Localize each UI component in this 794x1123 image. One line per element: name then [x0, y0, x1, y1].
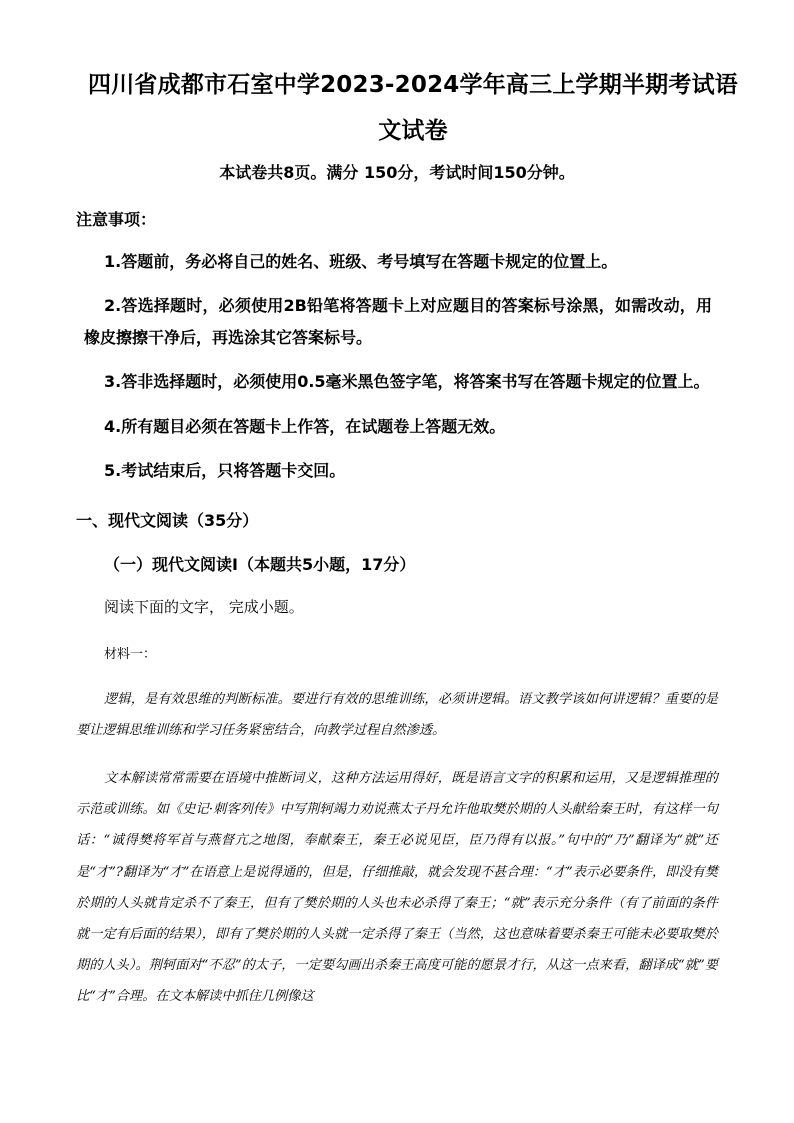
reading-instruction: 阅读下面的文字， 完成小题。 [104, 598, 304, 616]
notice-item-5: 5.考试结束后，只将答题卡交回。 [104, 461, 346, 480]
exam-info: 本试卷共8页。满分 150分，考试时间150分钟。 [219, 163, 575, 182]
subsection-heading: （一）现代文阅读Ⅰ（本题共5小题，17分） [104, 555, 416, 574]
body-paragraph: 文本解读常常需要在语境中推断词义，这种方法运用得好，既是语言文字的积累和运用，又是逻辑推理的示范或训练。如《史记·刺客列传》中写荆轲竭力劝说燕太子丹允许他取樊於期的人头献给秦王时，有这样一句话：“诚得樊将军首与燕督亢之地图，奉献秦王，秦王必说见臣，臣乃得有以报。”句中的“乃”翻译为“就”还是“才”?翻译为“才”在语意上是说得通的，但是，仔细推敲，就会发现不甚合理：“才”表示必要条件，即没有樊於期的人头就肯定杀不了秦王，但有了樊於期的人头也未必杀得了秦王；“就”表示充分条件（有了前面的条件就一定有后面的结果），即有了樊於期的人头就一定杀得了秦王（当然，这也意味着要杀秦王可能未必要取樊於期的人头）。荆轲面对“不忍”的太子，一定要勾画出杀秦王高度可能的愿景才行，从这一点来看，翻译成“就”要比“才”合理。在文本解读中抓住几例像这 [76, 771, 718, 1005]
body-paragraph: 逻辑，是有效思维的判断标准。要进行有效的思维训练，必须讲逻辑。语文教学该如何讲逻辑？重要的是要让逻辑思维训练和学习任务紧密结合，向教学过程自然渗透。 [76, 692, 718, 739]
notice-item-2: 2.答选择题时，必须使用2B铅笔将答题卡上对应题目的答案标号涂黑，如需改动，用橡皮擦擦干净后，再选涂其它答案标号。 [84, 296, 712, 347]
notice-item-4: 4.所有题目必须在答题卡上作答，在试题卷上答题无效。 [104, 417, 506, 436]
material-label: 材料一： [104, 647, 157, 662]
notice-item-3: 3.答非选择题时，必须使用0.5毫米黑色签字笔，将答案书写在答题卡规定的位置上。 [104, 372, 710, 391]
notice-heading: 注意事项： [76, 210, 157, 229]
notice-item-1: 1.答题前，务必将自己的姓名、班级、考号填写在答题卡规定的位置上。 [104, 252, 618, 271]
section-heading: 一、现代文阅读（35分） [76, 511, 259, 530]
exam-title: 四川省成都市石室中学2023-2024学年高三上学期半期考试语文试卷 [88, 72, 738, 144]
